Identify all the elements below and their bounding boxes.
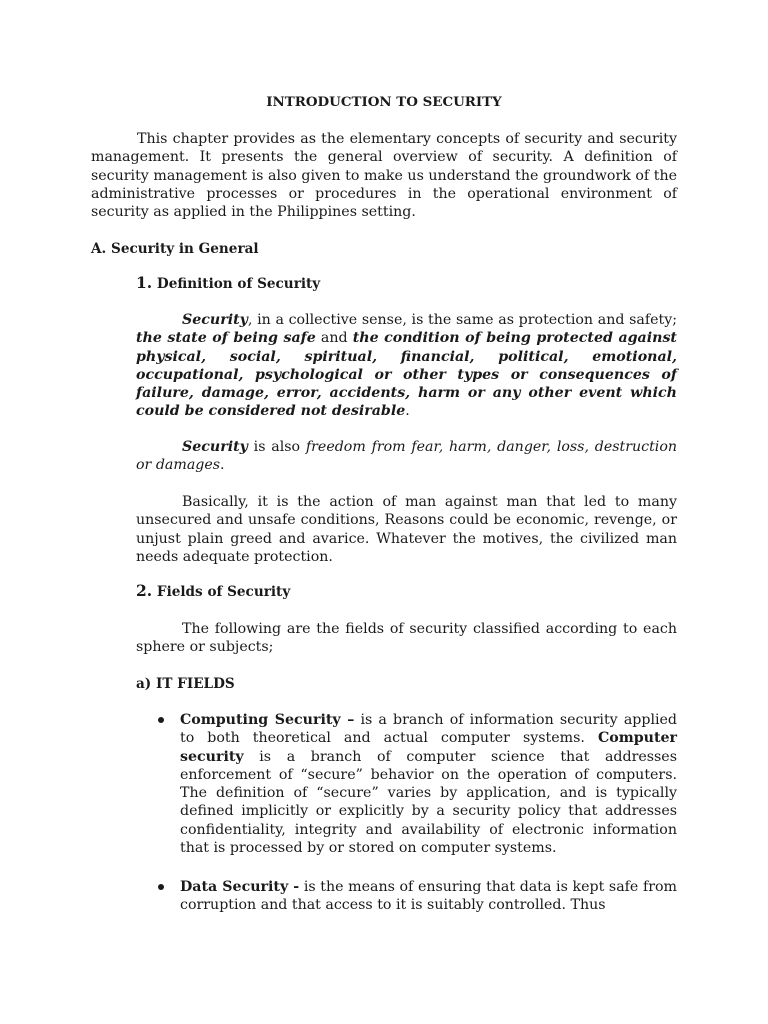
- subheading-fields: [136, 582, 290, 601]
- bullet-icon: [158, 717, 164, 723]
- definition-emphasis-2: the condition of being protected against physical, social, spiritual, financial, political, emotional, occupational, psychological or other types or consequences of failure, damage, error, accidents, harm or any other event which could be considered not desirable: [136, 330, 677, 420]
- fields-intro-paragraph: The following are the fields of security classified according to each sphere or subjects;: [136, 621, 677, 656]
- bullet1-term: Computing Security –: [180, 712, 355, 728]
- bullet1-text-2: is a branch of computer science that addresses enforcement of “secure” behavior on the operation of computers. The definition of “secure” varies by application, and is typically defined implicitly or explicitly by a security policy that addresses confidentiality, integrity and availability of electronic information that is processed by or stored on computer systems.: [180, 748, 677, 857]
- subheading-number: 1.: [136, 273, 153, 292]
- subheading-number-2: 2.: [136, 581, 153, 600]
- data-security-item: [180, 878, 677, 915]
- bullet2-term: Data Security -: [180, 879, 300, 895]
- subheading-label-2: Fields of Security: [156, 584, 291, 600]
- definition2-text: is also: [247, 439, 306, 455]
- definition-paragraph-2: [136, 438, 677, 475]
- bullet-icon-2: [158, 884, 164, 890]
- definition-paragraph: [136, 311, 677, 421]
- bullet1-term-2: Computer security: [180, 730, 677, 765]
- basic-paragraph: Basically, it is the action of man against man that led to many unsecured and unsafe conditions, Reasons could be economic, revenge, or unjust plain greed and avarice. Whatever the motives, the civilized man needs adequate protection.: [136, 494, 677, 565]
- subheading-label: Definition of Security: [156, 276, 321, 292]
- section-heading-a: A. Security in General: [91, 241, 259, 257]
- definition-text-2: and: [315, 330, 353, 347]
- definition-term: Security: [182, 312, 248, 328]
- it-fields-heading: a) IT FIELDS: [136, 676, 235, 692]
- intro-paragraph: This chapter provides as the elementary concepts of security and security management. It presents the general overview of security. A definition of security management is also given to make us understand the groundwork of the administrative processes or procedures in the operational environment of security as applied in the Philippines setting.: [91, 131, 677, 221]
- bullet1-text: is a branch of information security applied to both theoretical and actual computer systems.: [180, 712, 677, 747]
- computing-security-item: [180, 711, 677, 857]
- definition2-italic: freedom from fear, harm, danger, loss, destruction or damages: [136, 439, 677, 474]
- subheading-definition: [136, 274, 320, 293]
- definition-text: , in a collective sense, is the same as protection and safety;: [247, 312, 677, 328]
- definition-emphasis: the state of being safe: [136, 330, 316, 347]
- bullet2-text: is the means of ensuring that data is kept safe from corruption and that access to it is suitably controlled. Thus: [180, 879, 677, 914]
- page-title: INTRODUCTION TO SECURITY: [266, 94, 502, 110]
- definition-text-3: .: [405, 403, 410, 420]
- definition-term-2: Security: [182, 439, 248, 455]
- definition2-text-2: .: [220, 457, 225, 474]
